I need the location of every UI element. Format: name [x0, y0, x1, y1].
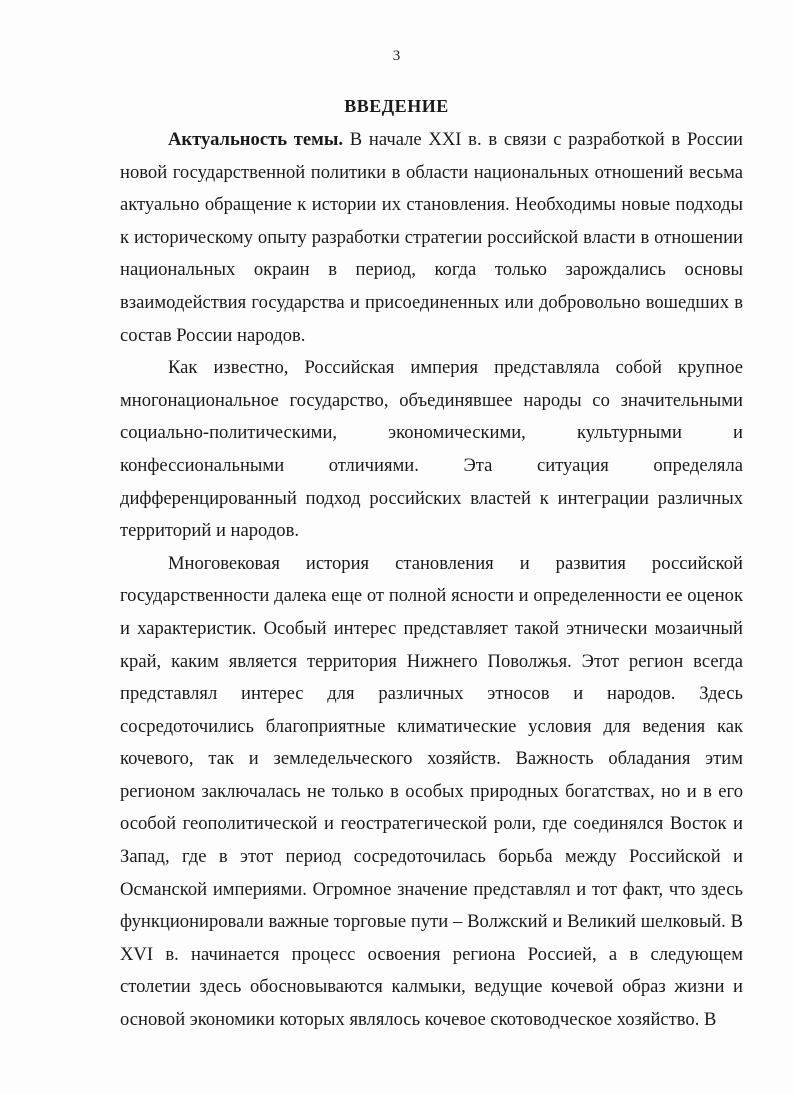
- paragraph-1-lead: Актуальность темы.: [168, 129, 343, 150]
- section-heading: ВВЕДЕНИЕ: [344, 96, 449, 116]
- paragraph-2: Как известно, Российская империя представляла собой крупное многонациональное государство, объединявшее народы со значительными социально-политическими, экономическими, культурными и конфессиональными отличиями. Эта ситуация определяла дифференцированный подход российских властей к интеграции различных территорий и народов.: [120, 357, 743, 542]
- page-number: 3: [392, 48, 401, 64]
- paragraph-1: [120, 124, 743, 352]
- paragraph-1-text: В начале XXI в. в связи с разработкой в России новой государственной политики в области национальных отношений весьма актуально обращение к истории их становления. Необходимы новые подходы к историческому опыту разработки стратегии российской власти в отношении национальных окраин в период, когда только зарождались основы взаимодействия государства и присоединенных или добровольно вошедших в состав России народов.: [120, 129, 743, 346]
- paragraph-3: Многовековая история становления и развития российской государственности далека еще от полной ясности и определенности ее оценок и характеристик. Особый интерес представляет такой этнически мозаичный край, каким является территория Нижнего Поволжья. Этот регион всегда представлял интерес для различных этносов и народов. Здесь сосредоточились благоприятные климатические условия для ведения как кочевого, так и земледельческого хозяйств. Важность обладания этим регионом заключалась не только в особых природных богатствах, но и в его особой геополитической и геостратегической роли, где соединялся Восток и Запад, где в этот период сосредоточилась борьба между Российской и Османской империями. Огромное значение представлял и тот факт, что здесь функционировали важные торговые пути – Волжский и Великий шелковый. В XVI в. начинается процесс освоения региона Россией, а в следующем столетии здесь обосновываются калмыки, ведущие кочевой образ жизни и основой экономики которых являлось кочевое скотоводческое хозяйство. В: [120, 552, 743, 1031]
- body-text: [120, 124, 743, 1037]
